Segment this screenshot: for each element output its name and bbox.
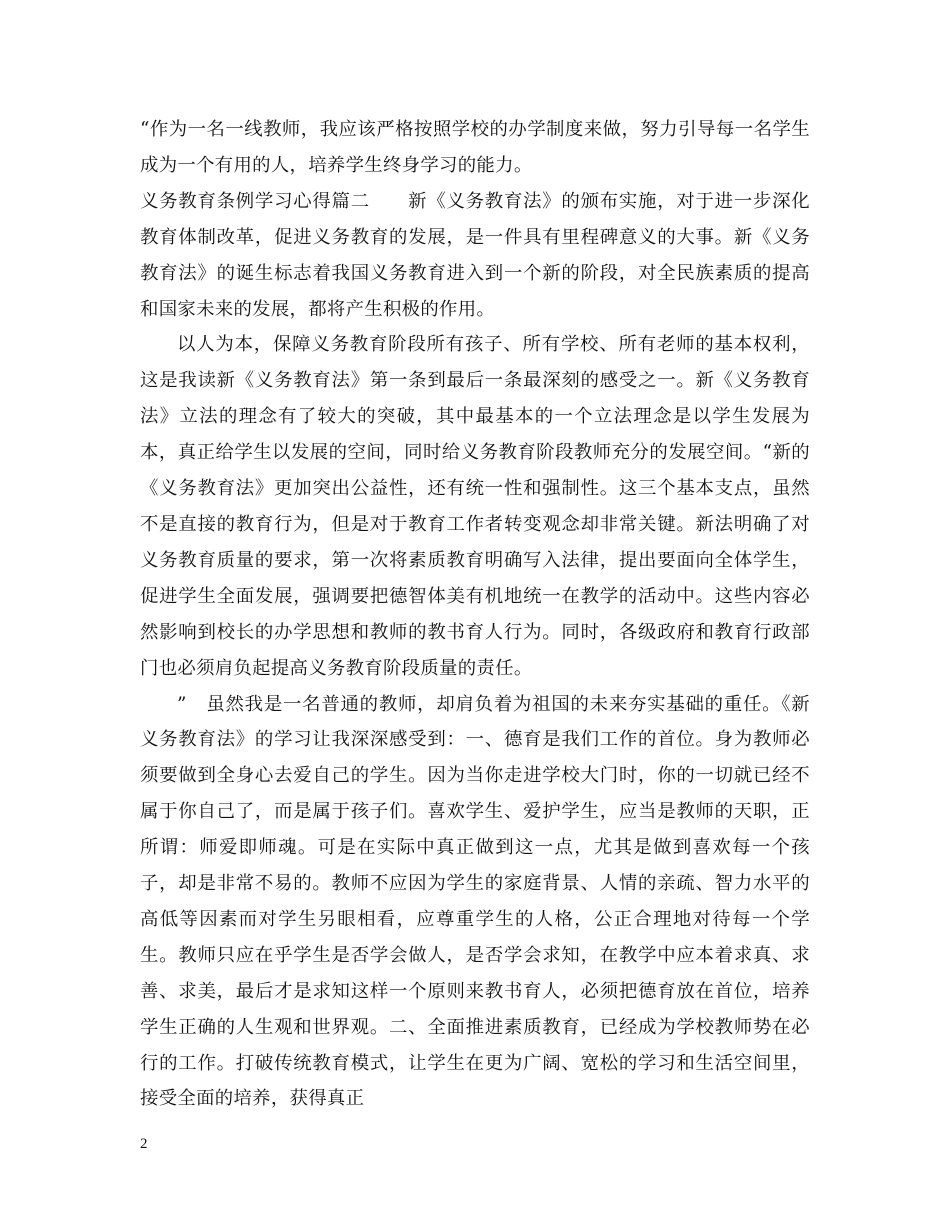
paragraph-1: “作为一名一线教师，我应该严格按照学校的办学制度来做，努力引导每一名学生成为一个有用的人，培养学生终身学习的能力。 <box>140 119 810 176</box>
paragraph-2: 义务教育条例学习心得篇二 新《义务教育法》的颁布实施，对于进一步深化教育体制改革，促进义务教育的发展，是一件具有里程碑意义的大事。新《义务教育法》的诞生标志着我国义务教育进入到一个新的阶段，对全民族素质的提高和国家未来的发展，都将产生积极的作用。 <box>140 190 810 320</box>
document-body <box>140 112 810 1117</box>
page-number: 2 <box>140 1136 148 1152</box>
paragraph-4: ” 虽然我是一名普通的教师，却肩负着为祖国的未来夯实基础的重任。《新义务教育法》的学习让我深深感受到：一、德育是我们工作的首位。身为教师必须要做到全身心去爱自己的学生。因为当你走进学校大门时，你的一切就已经不属于你自己了，而是属于孩子们。喜欢学生、爱护学生，应当是教师的天职，正所谓：师爱即师魂。可是在实际中真正做到这一点，尤其是做到喜欢每一个孩子，却是非常不易的。教师不应因为学生的家庭背景、人情的亲疏、智力水平的高低等因素而对学生另眼相看，应尊重学生的人格，公正合理地对待每一个学生。教师只应在乎学生是否学会做人，是否学会求知，在教学中应本着求真、求善、求美，最后才是求知这样一个原则来教书育人，必须把德育放在首位，培养学生正确的人生观和世界观。二、全面推进素质教育，已经成为学校教师势在必行的工作。打破传统教育模式，让学生在更为广阔、宽松的学习和生活空间里，接受全面的培养，获得真正 <box>140 693 810 1110</box>
paragraph-3: 以人为本，保障义务教育阶段所有孩子、所有学校、所有老师的基本权利，这是我读新《义务教育法》第一条到最后一条最深刻的感受之一。新《义务教育法》立法的理念有了较大的突破，其中最基本的一个立法理念是以学生发展为本，真正给学生以发展的空间，同时给义务教育阶段教师充分的发展空间。“新的《义务教育法》更加突出公益性，还有统一性和强制性。这三个基本支点，虽然不是直接的教育行为，但是对于教育工作者转变观念却非常关键。新法明确了对义务教育质量的要求，第一次将素质教育明确写入法律，提出要面向全体学生，促进学生全面发展，强调要把德智体美有机地统一在教学的活动中。这些内容必然影响到校长的办学思想和教师的教书育人行为。同时，各级政府和教育行政部门也必须肩负起提高义务教育阶段质量的责任。 <box>140 334 810 679</box>
